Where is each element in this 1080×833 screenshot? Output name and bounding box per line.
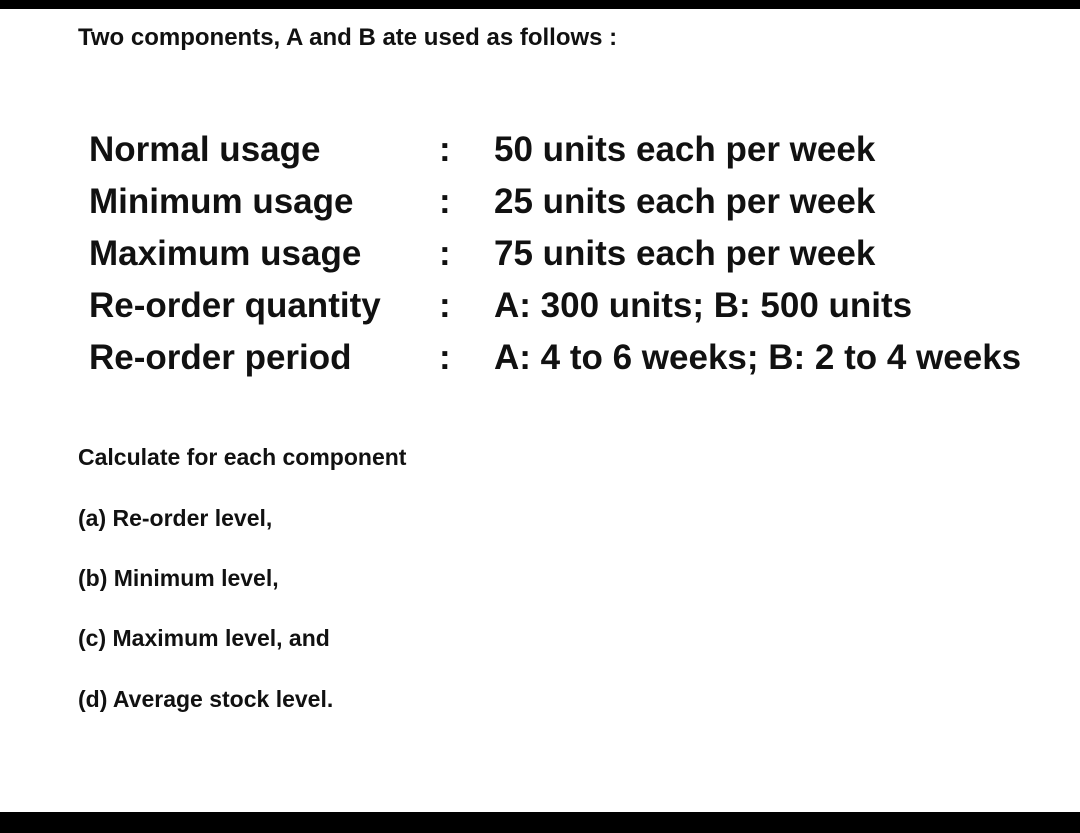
usage-value: A: 4 to 6 weeks; B: 2 to 4 weeks [494, 338, 1022, 377]
question-d: (d) Average stock level. [78, 686, 334, 712]
usage-colon: : [439, 182, 451, 221]
usage-colon: : [439, 286, 451, 325]
usage-colon: : [439, 338, 451, 377]
usage-label: Maximum usage [89, 234, 362, 273]
bottom-border-bar [0, 812, 1080, 833]
usage-colon: : [439, 130, 451, 169]
intro-text: Two components, A and B ate used as follows : [78, 24, 618, 51]
question-a: (a) Re-order level, [78, 505, 273, 531]
question-b: (b) Minimum level, [78, 565, 279, 591]
question-c: (c) Maximum level, and [78, 625, 330, 651]
calculate-heading: Calculate for each component [78, 444, 407, 470]
usage-label: Minimum usage [89, 182, 354, 221]
usage-label: Normal usage [89, 130, 321, 169]
usage-colon: : [439, 234, 451, 273]
usage-value: 75 units each per week [494, 234, 876, 273]
usage-value: 25 units each per week [494, 182, 876, 221]
top-border-bar [0, 0, 1080, 9]
usage-value: 50 units each per week [494, 130, 876, 169]
usage-value: A: 300 units; B: 500 units [494, 286, 913, 325]
usage-label: Re-order period [89, 338, 352, 377]
usage-label: Re-order quantity [89, 286, 381, 325]
